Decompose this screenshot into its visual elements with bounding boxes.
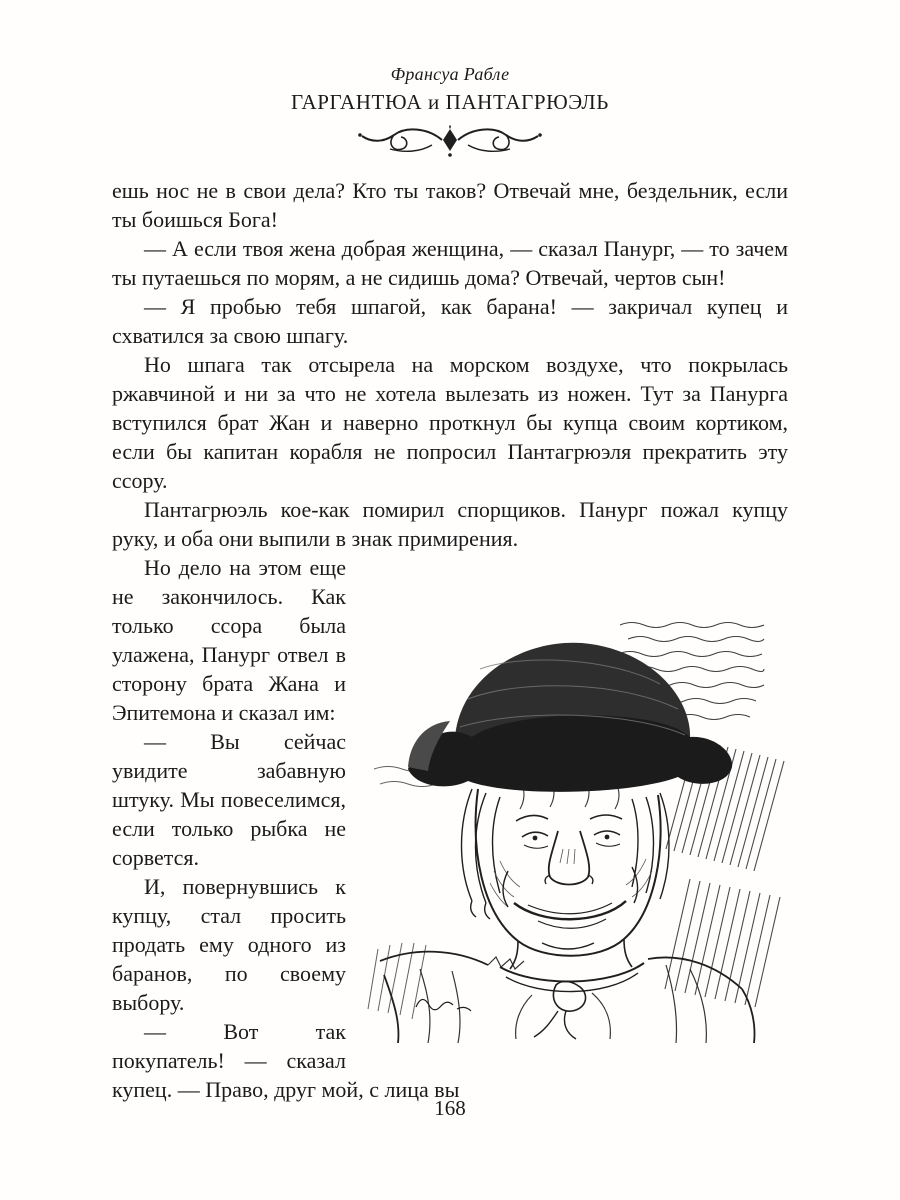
illustrator-signature	[416, 999, 471, 1011]
paragraph-text: Но дело на этом еще не закончилось. Как только ссора была улажена, Панург отвел в сторону брата Жана и Эпитемона и сказал им:	[112, 555, 346, 725]
page-number: 168	[434, 1096, 466, 1120]
paragraph: — Я пробью тебя шпагой, как барана! — закричал купец и схватился за свою шпагу.	[112, 294, 788, 348]
page-header	[0, 0, 900, 160]
paragraph	[112, 553, 788, 727]
page-text	[112, 176, 788, 1104]
paragraph: — Вы сейчас увидите забавную штуку. Мы повеселимся, если только рыбка не сорвется.	[112, 729, 346, 870]
book-title: ГАРГАНТЮА и ПАНТАГРЮЭЛЬ	[291, 90, 609, 114]
paragraph: Но шпага так отсырела на морском воздухе, что покрылась ржавчиной и ни за что не хотела вылезать из ножен. Тут за Панурга вступился брат Жан и наверно проткнул бы купца своим кортиком, если бы капитан корабля не попросил Пантагрюэля прекратить эту ссору.	[112, 352, 788, 493]
engraving-portrait	[360, 609, 788, 1045]
paragraph: — А если твоя жена добрая женщина, — сказал Панург, — то зачем ты путаешься по морям, а не сидишь дома? Отвечай, чертов сын!	[112, 236, 788, 290]
illustration-figure	[360, 609, 788, 1045]
ornament-flourish-icon	[0, 120, 900, 160]
paragraph: ешь нос не в свои дела? Кто ты таков? Отвечай мне, бездельник, если ты боишься Бога!	[112, 178, 788, 232]
paragraph: — Вот так покупатель! — сказал купец. — Право, друг мой, с лица вы	[112, 1019, 460, 1102]
paragraph: Пантагрюэль кое-как помирил спорщиков. Панург пожал купцу руку, и оба они выпили в знак примирения.	[112, 497, 788, 551]
paragraph: И, повернувшись к купцу, стал просить продать ему одного из баранов, по своему выбору.	[112, 874, 346, 1015]
author-name: Франсуа Рабле	[390, 64, 510, 84]
